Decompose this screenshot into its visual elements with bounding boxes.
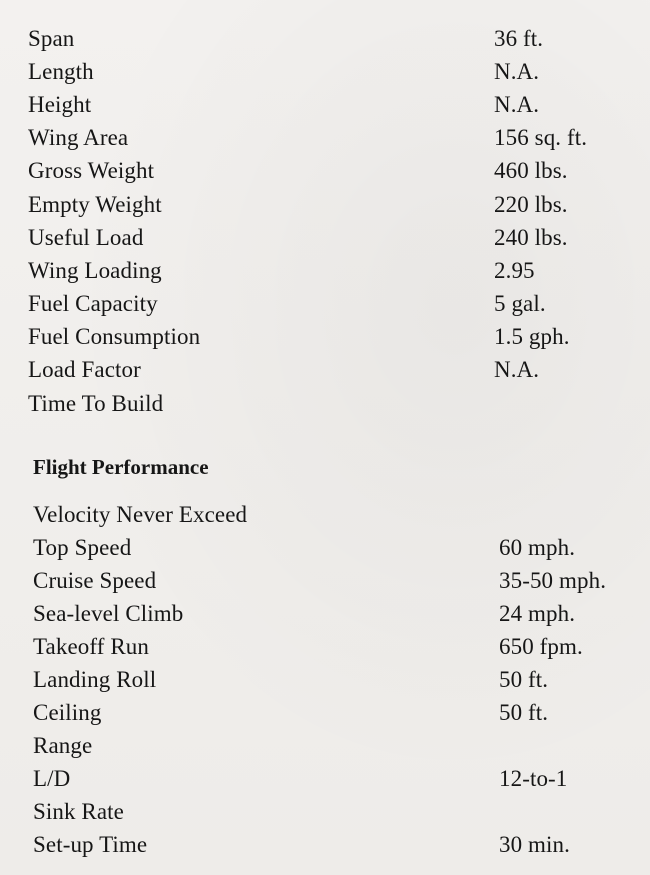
spec-label: Wing Area: [28, 125, 129, 151]
perf-label: Landing Roll: [33, 667, 157, 693]
perf-value: 24 mph.: [499, 600, 576, 626]
spec-row-fuel-capacity: [28, 288, 628, 321]
spec-value: N.A.: [494, 58, 540, 84]
spec-value: N.A.: [494, 357, 540, 383]
perf-label: Range: [33, 733, 93, 759]
perf-label: Velocity Never Exceed: [33, 501, 248, 527]
perf-label: Sink Rate: [33, 799, 124, 825]
spec-value: 240 lbs.: [494, 224, 568, 250]
spec-label: Wing Loading: [28, 257, 162, 283]
spec-row-gross-weight: [28, 155, 628, 188]
spec-row-load-factor: [28, 354, 628, 387]
spec-row-wing-loading: [28, 254, 628, 287]
spec-row-time-to-build: [28, 387, 628, 420]
perf-row-takeoff-run: [33, 630, 633, 663]
spec-value: N.A.: [494, 91, 540, 117]
perf-value: 35-50 mph.: [499, 567, 607, 593]
spec-row-useful-load: [28, 221, 628, 254]
spec-label: Time To Build: [28, 390, 164, 416]
spec-label: Useful Load: [28, 224, 144, 250]
spec-value: 5 gal.: [494, 291, 546, 317]
perf-row-lift-drag: [33, 763, 633, 796]
spec-value: 156 sq. ft.: [494, 125, 588, 151]
spec-row-empty-weight: [28, 188, 628, 221]
spec-value: 36 ft.: [494, 25, 544, 51]
spec-label: Span: [28, 25, 75, 51]
spec-label: Length: [28, 58, 94, 84]
spec-label: Fuel Consumption: [28, 324, 201, 350]
perf-value: 60 mph.: [499, 534, 576, 560]
spec-value: 220 lbs.: [494, 191, 568, 217]
perf-row-velocity-never-exceed: [33, 498, 633, 531]
spec-label: Load Factor: [28, 357, 141, 383]
specifications-table: [28, 22, 628, 420]
perf-label: L/D: [33, 766, 71, 792]
spec-row-wing-area: [28, 122, 628, 155]
perf-row-set-up-time: [33, 829, 633, 862]
flight-performance-heading: Flight Performance: [33, 455, 209, 479]
perf-label: Top Speed: [33, 534, 132, 560]
perf-value: 30 min.: [499, 832, 570, 858]
spec-row-span: [28, 22, 628, 55]
perf-label: Set-up Time: [33, 832, 148, 858]
spec-row-length: [28, 55, 628, 88]
perf-row-range: [33, 730, 633, 763]
perf-label: Takeoff Run: [33, 633, 149, 659]
spec-value: 460 lbs.: [494, 158, 568, 184]
perf-row-top-speed: [33, 531, 633, 564]
perf-row-sea-level-climb: [33, 597, 633, 630]
perf-label: Cruise Speed: [33, 567, 157, 593]
perf-row-ceiling: [33, 697, 633, 730]
perf-value: 50 ft.: [499, 667, 549, 693]
spec-value: 2.95: [494, 257, 535, 283]
spec-value: 1.5 gph.: [494, 324, 570, 350]
perf-row-landing-roll: [33, 663, 633, 696]
perf-row-sink-rate: [33, 796, 633, 829]
spec-label: Empty Weight: [28, 191, 162, 217]
spec-label: Gross Weight: [28, 158, 155, 184]
perf-label: Ceiling: [33, 700, 102, 726]
spec-row-fuel-consumption: [28, 321, 628, 354]
spec-label: Height: [28, 91, 92, 117]
perf-value: 50 ft.: [499, 700, 549, 726]
perf-row-cruise-speed: [33, 564, 633, 597]
perf-value: 650 fpm.: [499, 633, 583, 659]
spec-label: Fuel Capacity: [28, 291, 158, 317]
perf-value: 12-to-1: [499, 766, 568, 792]
flight-performance-table: [33, 498, 633, 862]
perf-label: Sea-level Climb: [33, 600, 184, 626]
spec-row-height: [28, 88, 628, 121]
